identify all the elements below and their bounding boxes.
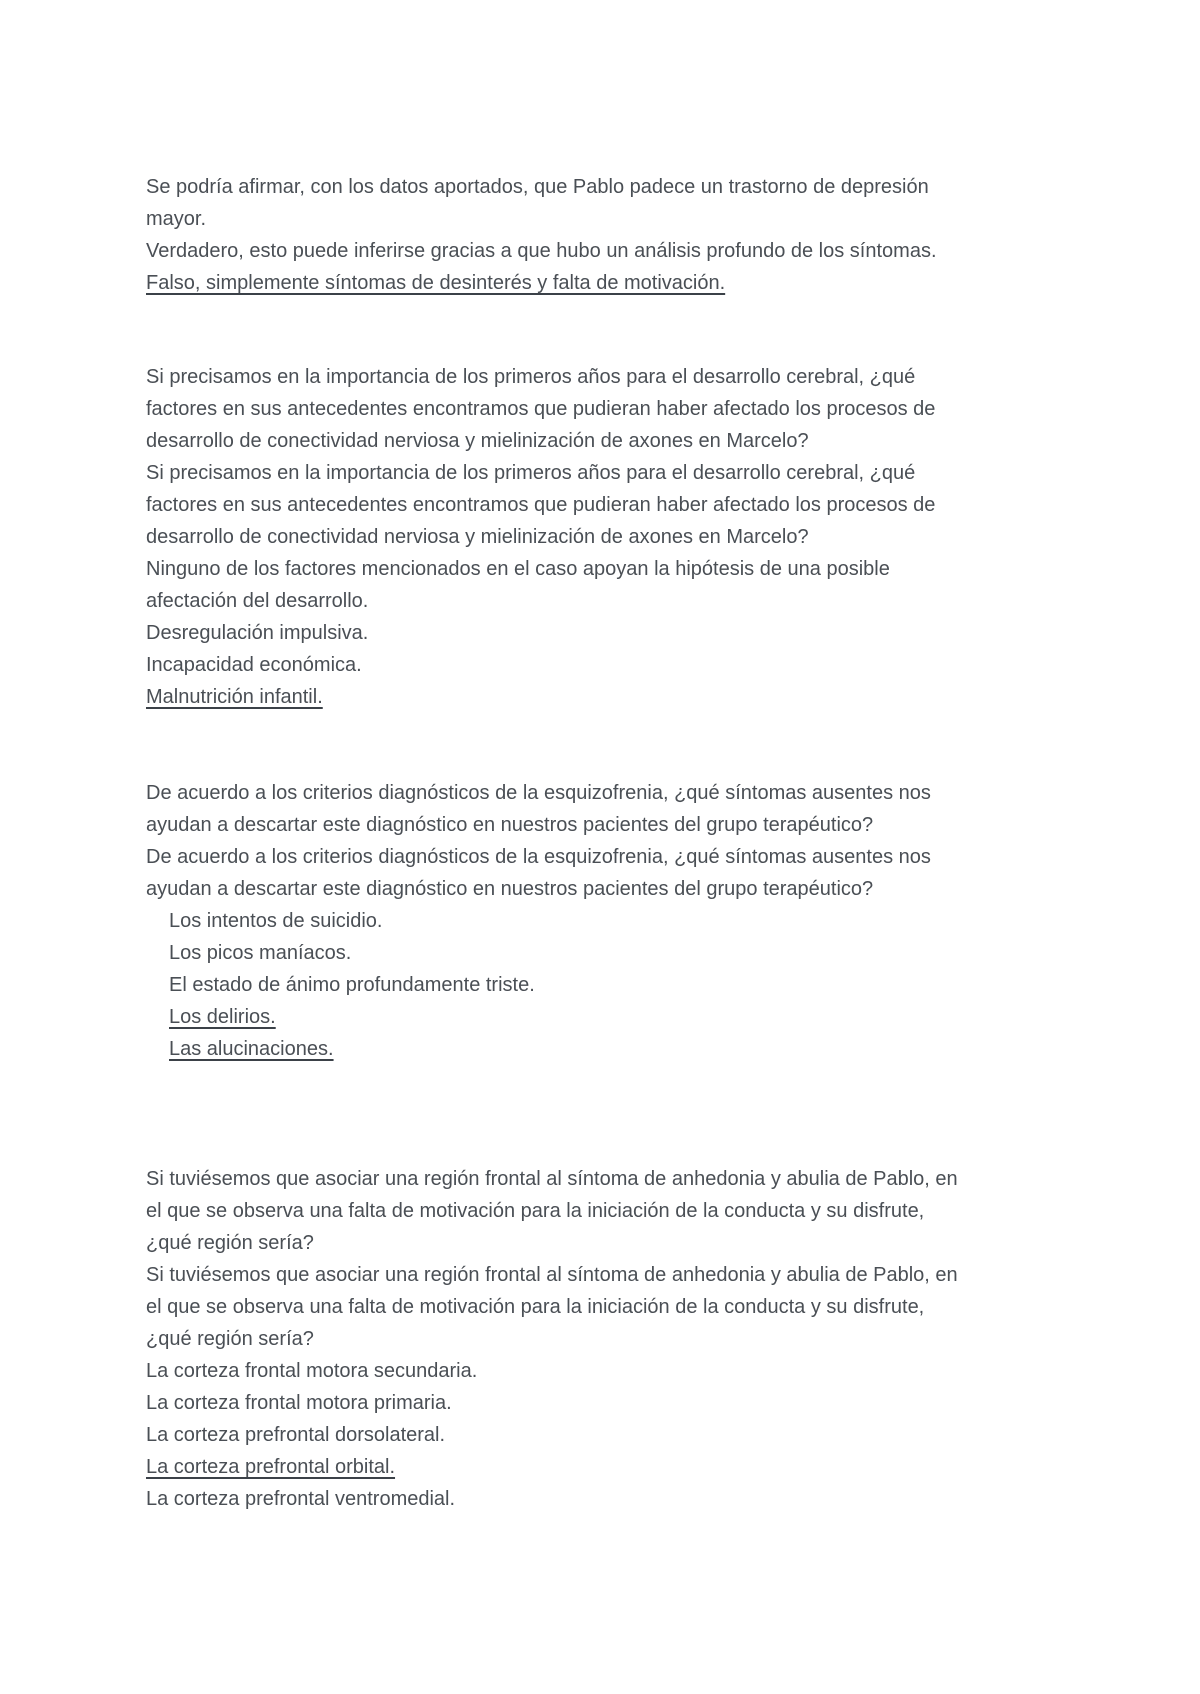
question-4-option-2: La corteza frontal motora primaria. xyxy=(146,1392,452,1414)
question-2-prompt-line-2: factores en sus antecedentes encontramos que pudieran haber afectado los procesos de xyxy=(146,398,936,420)
question-4-prompt-repeat-line-1: Si tuviésemos que asociar una región frontal al síntoma de anhedonia y abulia de Pablo, en xyxy=(146,1264,958,1286)
question-3-prompt-line-1: De acuerdo a los criterios diagnósticos de la esquizofrenia, ¿qué síntomas ausentes nos xyxy=(146,782,931,804)
question-3-prompt-repeat-line-2: ayudan a descartar este diagnóstico en nuestros pacientes del grupo terapéutico? xyxy=(146,878,874,900)
question-4-prompt-line-1: Si tuviésemos que asociar una región frontal al síntoma de anhedonia y abulia de Pablo, en xyxy=(146,1168,958,1190)
question-1-prompt-line-1: Se podría afirmar, con los datos aportados, que Pablo padece un trastorno de depresión xyxy=(146,176,929,198)
question-1-correct-answer: Falso, simplemente síntomas de desinterés y falta de motivación. xyxy=(146,272,726,294)
question-4-prompt-repeat-line-2: el que se observa una falta de motivación para la iniciación de la conducta y su disfrute, xyxy=(146,1296,925,1318)
question-2-prompt-repeat-line-2: factores en sus antecedentes encontramos que pudieran haber afectado los procesos de xyxy=(146,494,936,516)
question-1-option-1: Verdadero, esto puede inferirse gracias a que hubo un análisis profundo de los síntomas. xyxy=(146,240,937,262)
question-2 xyxy=(146,361,1066,713)
question-4-prompt-line-3: ¿qué región sería? xyxy=(146,1232,314,1254)
question-1 xyxy=(146,171,1066,299)
question-2-prompt-line-1: Si precisamos en la importancia de los primeros años para el desarrollo cerebral, ¿qué xyxy=(146,366,916,388)
question-2-prompt-line-3: desarrollo de conectividad nerviosa y mielinización de axones en Marcelo? xyxy=(146,430,809,452)
question-4-option-1: La corteza frontal motora secundaria. xyxy=(146,1360,478,1382)
question-3-option-1: Los intentos de suicidio. xyxy=(169,910,383,932)
question-3-option-2: Los picos maníacos. xyxy=(169,942,352,964)
question-3 xyxy=(146,777,1066,1065)
question-4-prompt-repeat-line-3: ¿qué región sería? xyxy=(146,1328,314,1350)
question-4 xyxy=(146,1163,1066,1515)
question-3-prompt-line-2: ayudan a descartar este diagnóstico en nuestros pacientes del grupo terapéutico? xyxy=(146,814,874,836)
question-2-correct-answer: Malnutrición infantil. xyxy=(146,686,323,708)
question-3-prompt-repeat-line-1: De acuerdo a los criterios diagnósticos de la esquizofrenia, ¿qué síntomas ausentes nos xyxy=(146,846,931,868)
question-2-option-1-line-1: Ninguno de los factores mencionados en el caso apoyan la hipótesis de una posible xyxy=(146,558,890,580)
question-2-option-3: Incapacidad económica. xyxy=(146,654,362,676)
question-3-option-3: El estado de ánimo profundamente triste. xyxy=(169,974,535,996)
question-1-prompt-line-2: mayor. xyxy=(146,208,207,230)
question-3-correct-answer-1: Los delirios. xyxy=(169,1006,276,1028)
question-2-prompt-repeat-line-3: desarrollo de conectividad nerviosa y mielinización de axones en Marcelo? xyxy=(146,526,809,548)
question-3-correct-answer-2: Las alucinaciones. xyxy=(169,1038,334,1060)
question-4-correct-answer: La corteza prefrontal orbital. xyxy=(146,1456,396,1478)
question-4-option-5: La corteza prefrontal ventromedial. xyxy=(146,1488,456,1510)
question-4-prompt-line-2: el que se observa una falta de motivación para la iniciación de la conducta y su disfrute, xyxy=(146,1200,925,1222)
question-2-prompt-repeat-line-1: Si precisamos en la importancia de los primeros años para el desarrollo cerebral, ¿qué xyxy=(146,462,916,484)
question-2-option-1-line-2: afectación del desarrollo. xyxy=(146,590,369,612)
question-4-option-3: La corteza prefrontal dorsolateral. xyxy=(146,1424,446,1446)
question-2-option-2: Desregulación impulsiva. xyxy=(146,622,369,644)
